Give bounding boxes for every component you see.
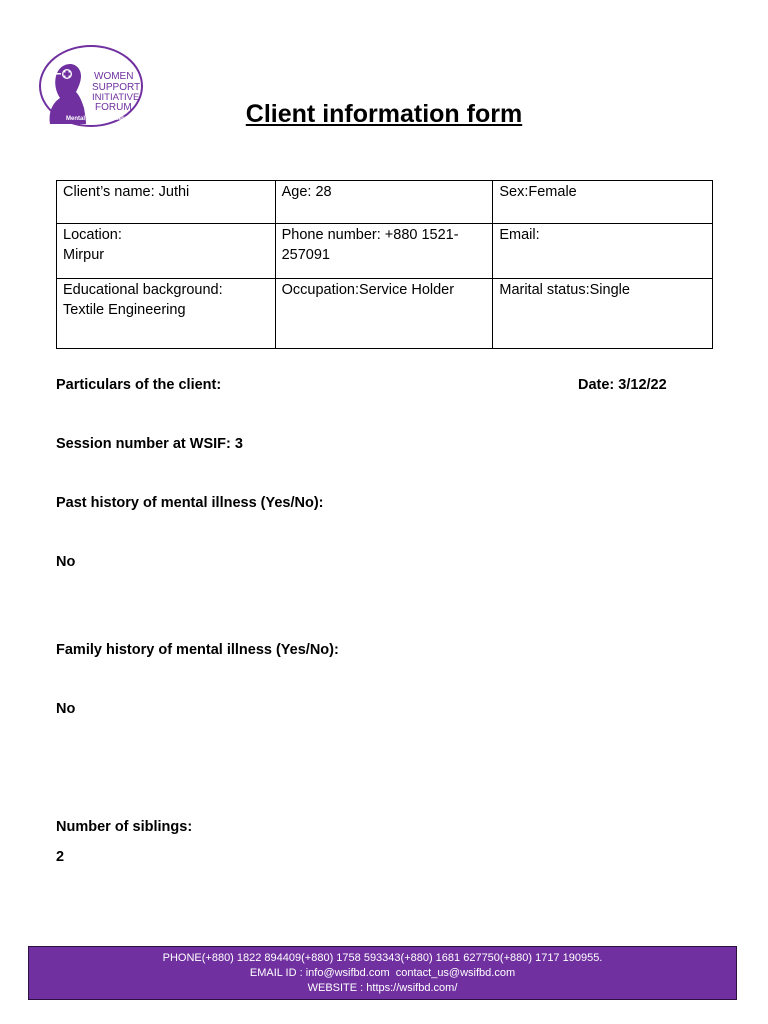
session-number: Session number at WSIF: 3 xyxy=(56,436,243,452)
table-row xyxy=(57,181,713,224)
past-history-value: No xyxy=(56,554,76,570)
occupation-cell: Occupation:Service Holder xyxy=(275,279,493,349)
logo-text-initiative: INITIATIVE xyxy=(92,92,140,103)
logo-text-support: SUPPORT xyxy=(92,82,141,93)
siblings-value: 2 xyxy=(56,849,65,865)
siblings-label: Number of siblings: xyxy=(56,819,193,835)
education-cell xyxy=(57,279,276,349)
footer-phone: PHONE(+880) 1822 894409(+880) 1758 593343(+880) 1681 627750(+880) 1717 190955. xyxy=(162,952,603,964)
family-history-label: Family history of mental illness (Yes/No): xyxy=(56,642,339,658)
age-cell: Age: 28 xyxy=(275,181,493,224)
table-row xyxy=(57,279,713,349)
phone-line-2: 257091 xyxy=(281,247,330,263)
footer-email: EMAIL ID : info@wsifbd.com contact_us@wsifbd.com xyxy=(249,967,516,979)
past-history-label: Past history of mental illness (Yes/No): xyxy=(56,495,324,511)
phone-line-1: Phone number: +880 1521- xyxy=(281,227,459,243)
location-label: Location: xyxy=(63,227,122,243)
location-value: Mirpur xyxy=(63,247,105,263)
client-name-cell: Client’s name: Juthi xyxy=(57,181,276,224)
particulars-label: Particulars of the client: xyxy=(56,377,222,393)
location-cell xyxy=(57,224,276,279)
logo-text-women: WOMEN xyxy=(94,71,134,82)
date-label: Date: 3/12/22 xyxy=(578,377,667,393)
logo-text-forum: FORUM xyxy=(95,102,132,113)
education-label: Educational background: xyxy=(63,282,223,298)
email-cell: Email: xyxy=(493,224,713,279)
footer-contact-bar xyxy=(28,946,737,1000)
sex-cell: Sex:Female xyxy=(493,181,713,224)
footer-website: WEBSITE : https://wsifbd.com/ xyxy=(307,982,458,994)
phone-cell xyxy=(275,224,493,279)
marital-status-cell: Marital status:Single xyxy=(493,279,713,349)
education-value: Textile Engineering xyxy=(63,302,186,318)
client-info-table xyxy=(56,180,713,349)
family-history-value: No xyxy=(56,701,76,717)
table-row xyxy=(57,224,713,279)
page-title: Client information form xyxy=(245,100,523,128)
logo-tagline: Mental health matters xyxy=(66,116,128,122)
